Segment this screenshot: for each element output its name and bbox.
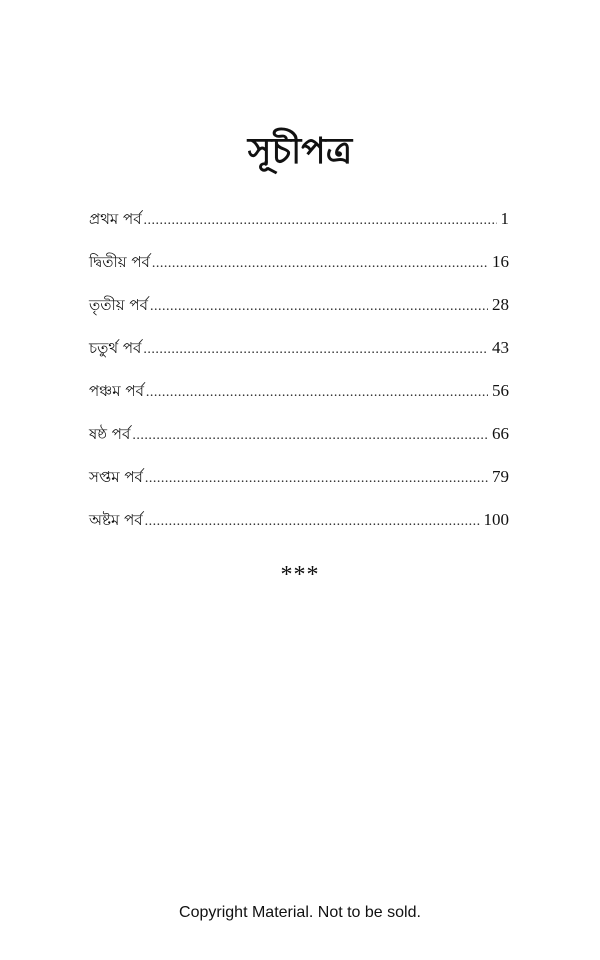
page-title: সূচীপত্র bbox=[247, 131, 353, 173]
toc-entry-label: অষ্টম পর্ব bbox=[89, 511, 143, 529]
toc-entry-label: পঞ্চম পর্ব bbox=[89, 382, 144, 400]
toc-entry-page: 28 bbox=[492, 295, 509, 314]
toc-entry-page: 16 bbox=[492, 252, 509, 271]
toc-entry-page: 1 bbox=[500, 209, 509, 228]
copyright-footer: Copyright Material. Not to be sold. bbox=[179, 904, 421, 921]
toc-leader-dots bbox=[146, 378, 488, 408]
toc-entry-page: 66 bbox=[492, 424, 509, 443]
toc-entry bbox=[89, 462, 509, 505]
toc-entry-page: 43 bbox=[492, 338, 509, 357]
toc-entry-label: চতুর্থ পর্ব bbox=[89, 339, 142, 357]
toc-entry bbox=[89, 247, 509, 290]
toc-entry-label: প্রথম পর্ব bbox=[89, 210, 142, 228]
toc-leader-dots bbox=[145, 464, 488, 494]
toc-entry bbox=[89, 204, 509, 247]
toc-entry bbox=[89, 505, 509, 548]
toc-entry-label: সপ্তম পর্ব bbox=[89, 468, 143, 486]
toc-leader-dots bbox=[143, 335, 488, 365]
toc-leader-dots bbox=[152, 249, 488, 279]
section-separator: *** bbox=[280, 562, 320, 588]
toc-entry-label: তৃতীয় পর্ব bbox=[89, 296, 148, 314]
toc-entry bbox=[89, 419, 509, 462]
toc-entry bbox=[89, 376, 509, 419]
table-of-contents bbox=[89, 204, 509, 548]
toc-entry bbox=[89, 333, 509, 376]
toc-leader-dots bbox=[132, 421, 488, 451]
toc-entry-page: 79 bbox=[492, 467, 509, 486]
toc-entry-page: 56 bbox=[492, 381, 509, 400]
toc-leader-dots bbox=[145, 507, 480, 537]
toc-entry-label: ষষ্ঠ পর্ব bbox=[89, 425, 131, 443]
toc-entry-page: 100 bbox=[483, 510, 509, 529]
toc-entry-label: দ্বিতীয় পর্ব bbox=[89, 253, 150, 271]
toc-leader-dots bbox=[144, 206, 497, 236]
toc-leader-dots bbox=[150, 292, 488, 322]
toc-entry bbox=[89, 290, 509, 333]
